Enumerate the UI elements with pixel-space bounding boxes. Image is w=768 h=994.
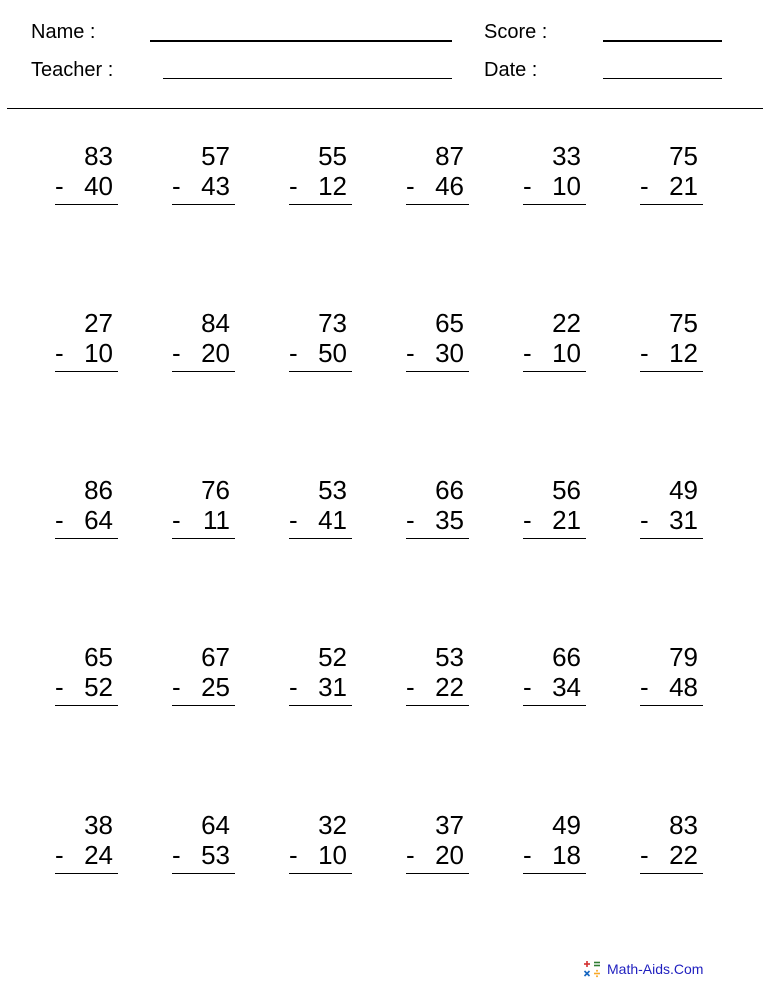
answer-line[interactable] [55,538,118,539]
minuend: 52 [318,642,347,672]
answer-line[interactable] [640,371,703,372]
answer-line[interactable] [289,873,352,874]
minuend: 83 [669,810,698,840]
subtrahend: 10 [84,338,113,368]
minuend: 66 [435,475,464,505]
minus-sign: - [406,505,415,535]
subtrahend: 48 [669,672,698,702]
subtraction-problem [172,475,235,539]
name-field-line[interactable] [150,40,452,42]
subtrahend: 52 [84,672,113,702]
minuend: 75 [669,141,698,171]
subtrahend: 11 [203,505,230,535]
subtraction-problem [406,141,469,205]
answer-line[interactable] [640,705,703,706]
subtraction-problem [523,810,586,874]
answer-line[interactable] [172,371,235,372]
answer-line[interactable] [406,873,469,874]
subtraction-problem [523,642,586,706]
subtrahend: 21 [552,505,581,535]
minuend: 49 [669,475,698,505]
minuend: 55 [318,141,347,171]
answer-line[interactable] [640,538,703,539]
minuend: 84 [201,308,230,338]
subtraction-problem [289,642,352,706]
subtraction-problem [406,810,469,874]
subtraction-problem [289,141,352,205]
teacher-label: Teacher : [31,59,114,81]
minuend: 79 [669,642,698,672]
minus-sign: - [289,338,298,368]
answer-line[interactable] [406,371,469,372]
minus-sign: - [523,672,532,702]
minuend: 87 [435,141,464,171]
answer-line[interactable] [406,705,469,706]
minuend: 67 [201,642,230,672]
subtrahend: 18 [552,840,581,870]
minuend: 66 [552,642,581,672]
minus-sign: - [523,338,532,368]
answer-line[interactable] [55,705,118,706]
answer-line[interactable] [55,371,118,372]
subtraction-problem [640,642,703,706]
subtrahend: 20 [201,338,230,368]
subtrahend: 12 [669,338,698,368]
minus-sign: - [172,171,181,201]
subtrahend: 31 [318,672,347,702]
answer-line[interactable] [172,705,235,706]
subtraction-problem [406,642,469,706]
minus-sign: - [640,672,649,702]
minus-sign: - [640,171,649,201]
minus-sign: - [406,338,415,368]
minus-sign: - [289,840,298,870]
answer-line[interactable] [289,705,352,706]
minus-sign: - [406,171,415,201]
subtraction-problem [172,141,235,205]
minus-sign: - [55,171,64,201]
minuend: 73 [318,308,347,338]
subtrahend: 64 [84,505,113,535]
minuend: 32 [318,810,347,840]
subtrahend: 25 [201,672,230,702]
subtrahend: 10 [552,171,581,201]
subtraction-problem [55,642,118,706]
minuend: 38 [84,810,113,840]
minus-sign: - [55,338,64,368]
answer-line[interactable] [172,538,235,539]
minuend: 33 [552,141,581,171]
minus-sign: - [289,171,298,201]
answer-line[interactable] [523,873,586,874]
subtraction-problem [640,308,703,372]
subtraction-problem [289,308,352,372]
minus-sign: - [55,672,64,702]
subtrahend: 21 [669,171,698,201]
minuend: 86 [84,475,113,505]
minuend: 22 [552,308,581,338]
teacher-field-line[interactable] [163,78,452,79]
subtraction-problem [172,642,235,706]
subtraction-problem [55,308,118,372]
minus-sign: - [640,338,649,368]
minuend: 65 [435,308,464,338]
answer-line[interactable] [55,873,118,874]
brand-logo[interactable] [583,960,703,978]
subtraction-problem [406,308,469,372]
minuend: 65 [84,642,113,672]
subtrahend: 12 [318,171,347,201]
subtrahend: 24 [84,840,113,870]
minus-sign: - [172,840,181,870]
minuend: 83 [84,141,113,171]
subtraction-problem [289,475,352,539]
minus-sign: - [523,171,532,201]
minus-sign: - [640,840,649,870]
minus-sign: - [523,505,532,535]
answer-line[interactable] [55,204,118,205]
answer-line[interactable] [640,204,703,205]
name-label: Name : [31,21,96,43]
answer-line[interactable] [640,873,703,874]
minus-sign: - [640,505,649,535]
subtraction-problem [640,475,703,539]
answer-line[interactable] [523,538,586,539]
subtraction-problem [55,141,118,205]
subtrahend: 31 [669,505,698,535]
minuend: 57 [201,141,230,171]
answer-line[interactable] [172,204,235,205]
minus-sign: - [289,505,298,535]
subtrahend: 22 [669,840,698,870]
subtrahend: 22 [435,672,464,702]
minus-sign: - [289,672,298,702]
answer-line[interactable] [289,371,352,372]
answer-line[interactable] [406,538,469,539]
subtraction-problem [640,141,703,205]
subtraction-problem [406,475,469,539]
subtraction-problem [55,475,118,539]
minuend: 27 [84,308,113,338]
minus-sign: - [55,505,64,535]
minus-sign: - [406,840,415,870]
minus-sign: - [55,840,64,870]
answer-line[interactable] [523,204,586,205]
minuend: 56 [552,475,581,505]
subtrahend: 41 [318,505,347,535]
answer-line[interactable] [289,204,352,205]
answer-line[interactable] [523,371,586,372]
subtrahend: 50 [318,338,347,368]
subtraction-problem [289,810,352,874]
score-label: Score : [484,21,548,43]
subtraction-problem [172,308,235,372]
subtrahend: 35 [435,505,464,535]
subtraction-problem [640,810,703,874]
minuend: 75 [669,308,698,338]
subtrahend: 10 [552,338,581,368]
subtrahend: 46 [435,171,464,201]
date-label: Date : [484,59,538,81]
answer-line[interactable] [172,873,235,874]
minus-sign: - [406,672,415,702]
answer-line[interactable] [289,538,352,539]
minus-sign: - [172,672,181,702]
answer-line[interactable] [523,705,586,706]
minuend: 76 [201,475,230,505]
minus-sign: - [523,840,532,870]
subtrahend: 10 [318,840,347,870]
score-field-line[interactable] [603,40,722,42]
header-divider [7,108,763,109]
subtraction-problem [523,308,586,372]
minuend: 53 [435,642,464,672]
minus-sign: - [172,505,181,535]
brand-text[interactable]: Math-Aids.Com [607,961,704,977]
subtraction-problem [523,475,586,539]
subtrahend: 53 [201,840,230,870]
minus-sign: - [172,338,181,368]
subtraction-problem [523,141,586,205]
date-field-line[interactable] [603,78,722,79]
minuend: 37 [435,810,464,840]
minuend: 53 [318,475,347,505]
subtrahend: 20 [435,840,464,870]
math-symbols-grid-icon [583,960,601,978]
subtraction-problem [172,810,235,874]
minuend: 49 [552,810,581,840]
subtrahend: 30 [435,338,464,368]
answer-line[interactable] [406,204,469,205]
subtraction-problem [55,810,118,874]
minuend: 64 [201,810,230,840]
subtrahend: 43 [201,171,230,201]
subtrahend: 40 [84,171,113,201]
subtrahend: 34 [552,672,581,702]
